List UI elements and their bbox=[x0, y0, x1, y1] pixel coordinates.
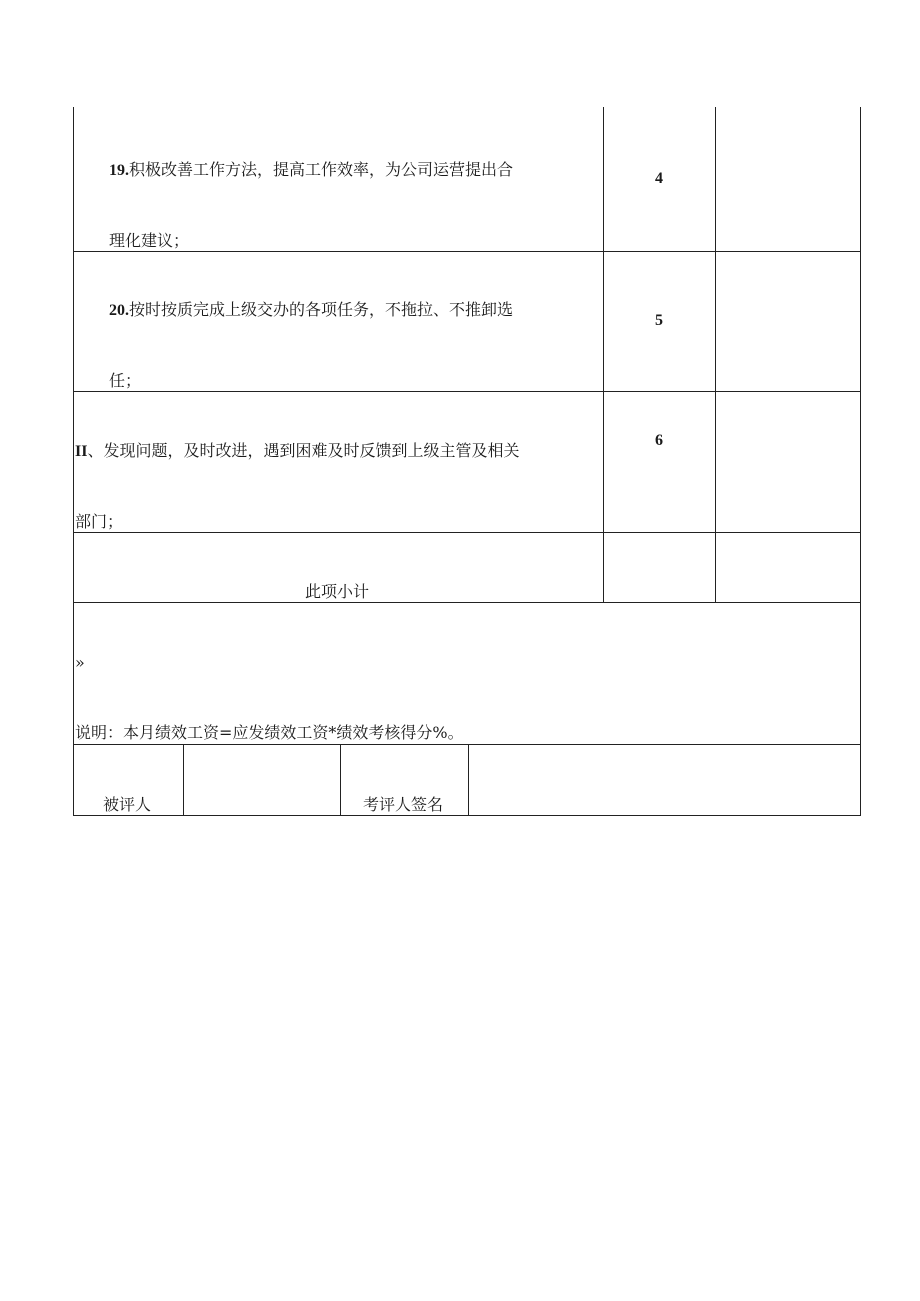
table-left-border bbox=[73, 107, 74, 816]
criterion-21-line2: 部门； bbox=[75, 512, 124, 531]
criterion-21-line1: II、发现问题，及时改进，遇到困难及时反馈到上级主管及相关 bbox=[75, 441, 520, 460]
row-divider bbox=[73, 251, 861, 252]
row-divider bbox=[73, 391, 861, 392]
note-mark: » bbox=[75, 653, 85, 672]
row-divider bbox=[73, 602, 861, 603]
appraisee-label: 被评人 bbox=[103, 795, 152, 814]
appraiser-signature-label: 考评人签名 bbox=[363, 795, 444, 814]
appraisal-table bbox=[73, 107, 861, 816]
explanation-text: 说明：本月绩效工资=应发绩效工资*绩效考核得分%。 bbox=[75, 723, 464, 742]
column-divider bbox=[340, 744, 341, 816]
criterion-20-line2: 任； bbox=[109, 371, 142, 390]
appraisee-field[interactable] bbox=[184, 745, 340, 815]
table-bottom-border bbox=[73, 815, 861, 816]
appraiser-signature-field[interactable] bbox=[469, 745, 860, 815]
criterion-19-line2: 理化建议； bbox=[109, 231, 190, 250]
table-right-border bbox=[860, 107, 861, 816]
row-divider bbox=[73, 532, 861, 533]
criterion-20-line1: 20.按时按质完成上级交办的各项任务，不拖拉、不推卸选 bbox=[109, 300, 514, 319]
criterion-20-score: 5 bbox=[655, 312, 663, 329]
criterion-21-score: 6 bbox=[655, 432, 663, 449]
subtotal-label: 此项小计 bbox=[305, 582, 370, 601]
criterion-19-line1: 19.积极改善工作方法，提高工作效率，为公司运营提出合 bbox=[109, 160, 514, 179]
criterion-19-score: 4 bbox=[655, 170, 663, 187]
column-divider bbox=[715, 107, 716, 603]
